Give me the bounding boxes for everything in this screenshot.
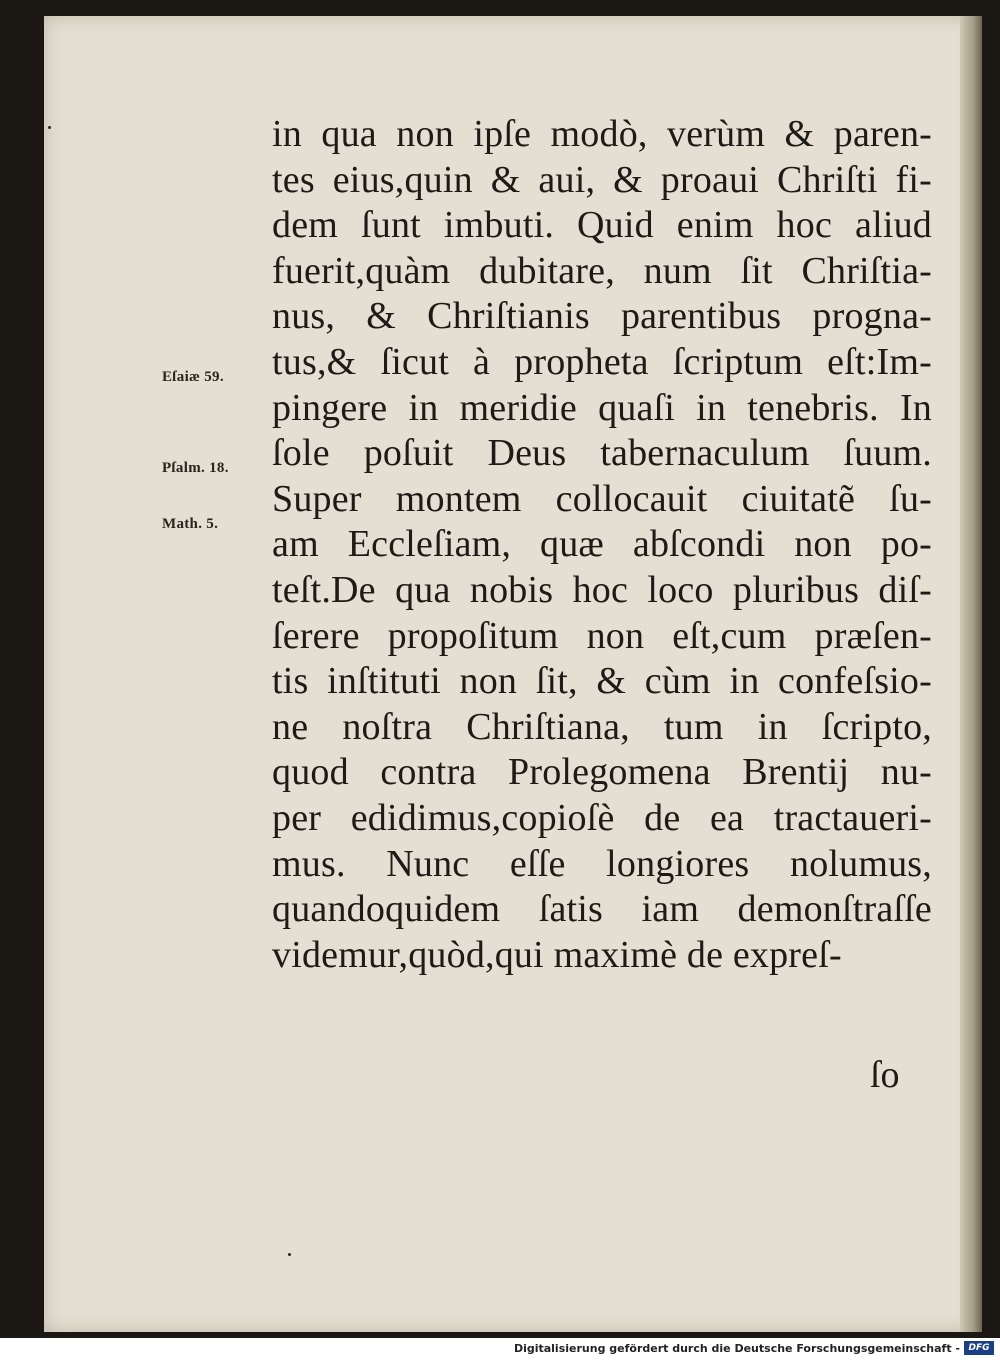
text-line: ne noſtra Chriſtiana, tum in ſcripto, bbox=[272, 705, 932, 748]
ink-speck bbox=[48, 126, 51, 129]
page-edge-shadow bbox=[960, 16, 982, 1332]
text-line: mus. Nunc eſſe longiores nolumus, bbox=[272, 842, 932, 885]
text-line: in qua non ipſe modò, verùm & paren- bbox=[272, 113, 932, 155]
marginal-note: Math. 5. bbox=[162, 516, 219, 532]
text-line: quod contra Prolegomena Brentij nu- bbox=[272, 751, 932, 794]
text-line: Super montem collocauit ciuitatẽ ſu- bbox=[272, 477, 932, 520]
text-line: quandoquidem ſatis iam demonſtraſſe bbox=[272, 888, 932, 931]
text-line: am Eccleſiam, quæ abſcondi non po- bbox=[272, 523, 932, 566]
text-line: per edidimus,copioſè de ea tractaueri- bbox=[272, 796, 932, 839]
marginal-note: Eſaiæ 59. bbox=[162, 369, 224, 385]
text-line: tus,& ſicut à propheta ſcriptum eſt:Im- bbox=[272, 340, 932, 383]
body-text bbox=[272, 112, 932, 978]
text-line: pingere in meridie quaſi in tenebris. In bbox=[272, 386, 932, 429]
text-line: teſt.De qua nobis hoc loco pluribus diſ- bbox=[272, 568, 932, 611]
text-line: tis inſtituti non ſit, & cùm in confeſsio- bbox=[272, 660, 932, 703]
text-line: dem ſunt imbuti. Quid enim hoc aliud bbox=[272, 204, 932, 247]
text-line: ſerere propoſitum non eſt,cum præſen- bbox=[272, 614, 932, 657]
text-line: tes eius,quin & aui, & proaui Chriſti fi- bbox=[272, 158, 932, 201]
text-line: videmur,quòd,qui maximè de expreſ- bbox=[272, 933, 842, 976]
footer-credit: Digitalisierung gefördert durch die Deutsche Forschungsgemeinschaft - bbox=[513, 1342, 960, 1355]
text-line: nus, & Chriſtianis parentibus progna- bbox=[272, 295, 932, 338]
text-line: ſole poſuit Deus tabernaculum ſuum. bbox=[272, 432, 932, 475]
ink-speck bbox=[288, 1253, 291, 1256]
dfg-logo: DFG bbox=[964, 1341, 994, 1355]
text-line: fuerit,quàm dubitare, num ſit Chriſtia- bbox=[272, 249, 932, 292]
catchword: ſo bbox=[870, 1054, 900, 1096]
marginal-note: Pſalm. 18. bbox=[162, 460, 229, 476]
